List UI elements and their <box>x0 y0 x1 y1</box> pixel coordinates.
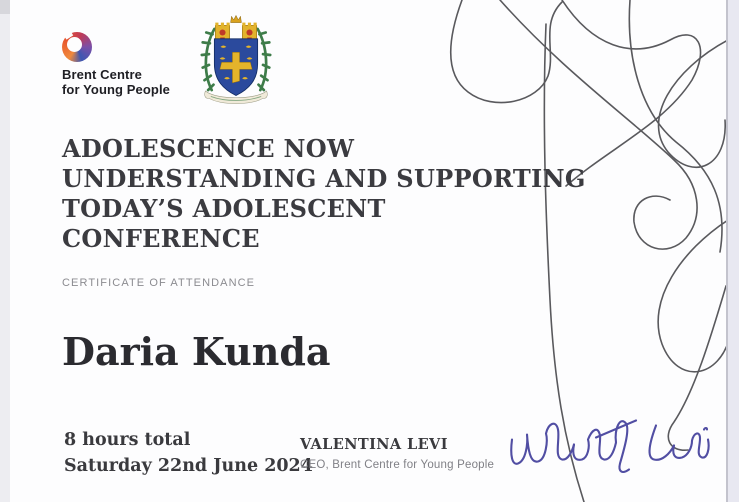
brent-centre-logo <box>62 32 170 97</box>
title-line-1: ADOLESCENCE NOW <box>62 134 355 163</box>
certificate-type-label: CERTIFICATE OF ATTENDANCE <box>62 277 256 289</box>
signatory-block <box>300 436 494 471</box>
session-meta <box>64 427 313 479</box>
title-line-2: UNDERSTANDING AND SUPPORTING <box>62 164 586 193</box>
handwritten-signature <box>500 405 710 495</box>
duration-text: 8 hours total <box>64 430 191 450</box>
signatory-name: VALENTINA LEVI <box>300 436 448 453</box>
title-line-4: CONFERENCE <box>62 224 260 253</box>
page-edge-right <box>728 0 739 502</box>
page-edge-left <box>0 0 10 502</box>
signatory-title: CEO, Brent Centre for Young People <box>300 459 495 471</box>
page-edge-corner <box>0 0 10 14</box>
conference-title <box>62 134 662 254</box>
title-line-3: TODAY’S ADOLESCENT <box>62 194 386 223</box>
recipient-name: Daria Kunda <box>62 329 331 374</box>
coat-of-arms-icon <box>200 13 272 106</box>
org-name-line1: Brent Centre <box>62 67 142 82</box>
date-text: Saturday 22nd June 2024 <box>64 456 313 476</box>
org-name-line2: for Young People <box>62 82 171 97</box>
brent-centre-swirl-icon <box>62 32 92 62</box>
